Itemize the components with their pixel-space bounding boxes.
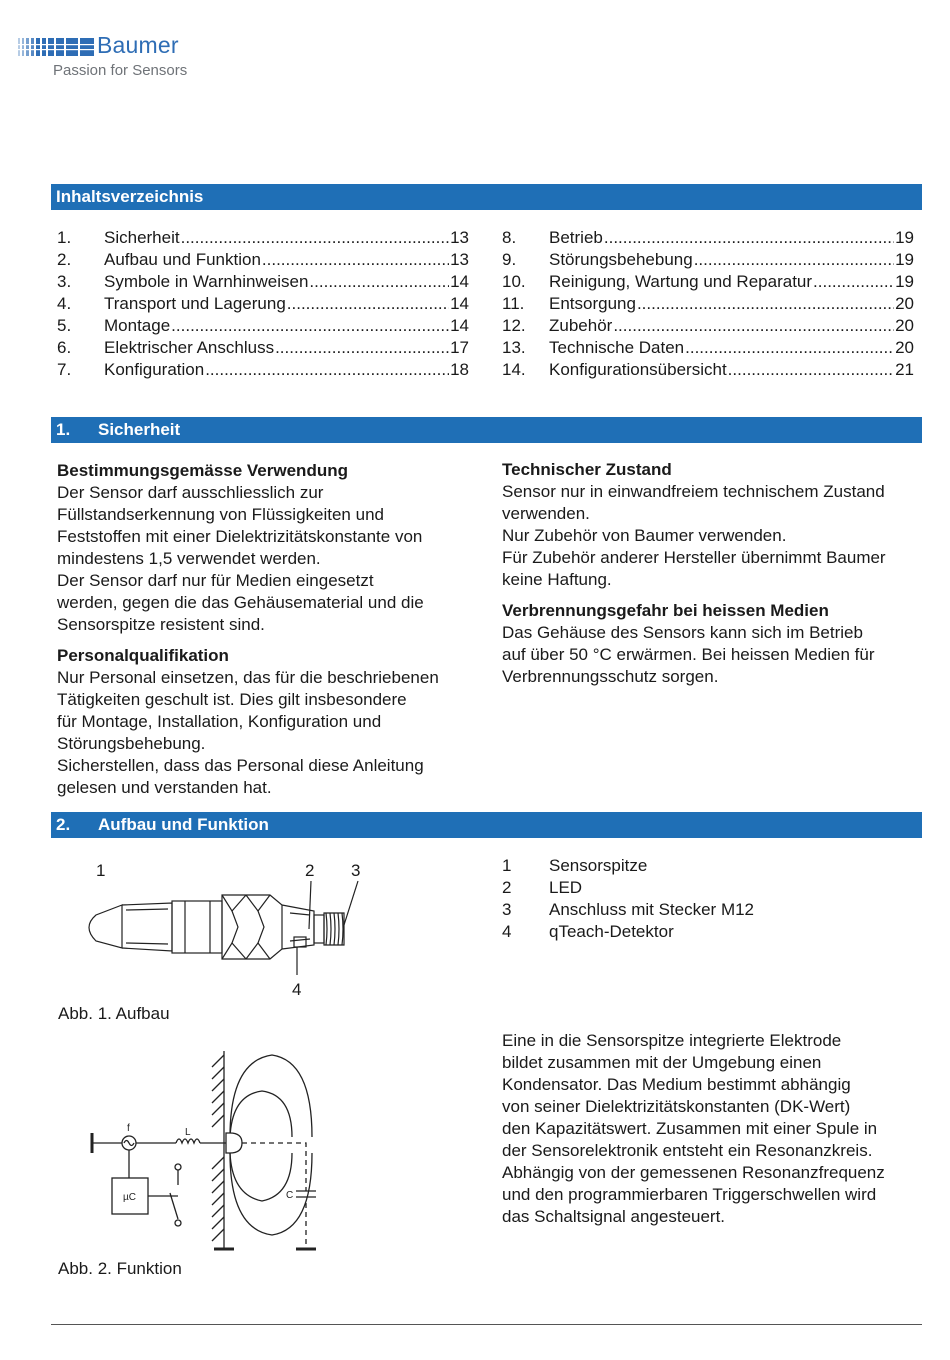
toc-page: 13	[450, 228, 469, 247]
toc-leader	[309, 271, 449, 293]
figure-1-caption: Abb. 1. Aufbau	[58, 1004, 170, 1023]
toc-page: 20	[895, 316, 914, 335]
toc-title: Betrieb	[549, 228, 603, 247]
toc-page: 19	[895, 272, 914, 291]
toc-entry[interactable]	[57, 337, 469, 359]
toc-entry[interactable]	[502, 315, 914, 337]
figure-1-label-1: 1	[96, 861, 106, 880]
legend-text: qTeach-Detektor	[549, 922, 674, 941]
toc-leader	[613, 315, 894, 337]
toc-title: Montage	[104, 316, 171, 335]
toc-entry[interactable]	[502, 337, 914, 359]
legend-text: Sensorspitze	[549, 856, 648, 875]
toc-entry[interactable]	[57, 293, 469, 315]
paragraph-line: mindestens 1,5 verwendet werden.	[57, 549, 321, 568]
paragraph-line: Nur Zubehör von Baumer verwenden.	[502, 526, 787, 545]
legend-text: Anschluss mit Stecker M12	[549, 900, 755, 919]
paragraph-line: Feststoffen mit einer Dielektrizitätskonstante von	[57, 527, 423, 546]
toc-title: Sicherheit	[104, 228, 180, 247]
toc-leader	[275, 337, 449, 359]
subheading-personnel: Personalqualifikation	[57, 646, 229, 665]
toc-num: 14.	[502, 360, 526, 379]
label-capacitor: C	[286, 1190, 294, 1201]
toc-num: 2.	[57, 250, 72, 269]
subheading-intended-use: Bestimmungsgemässe Verwendung	[57, 461, 348, 480]
toc-page: 14	[450, 294, 469, 313]
toc-page: 14	[450, 272, 469, 291]
paragraph-line: Kondensator. Das Medium bestimmt abhängig	[502, 1075, 851, 1094]
footer-divider	[51, 1324, 922, 1325]
section-2-number: 2.	[56, 815, 71, 834]
toc-entry[interactable]	[502, 249, 914, 271]
label-microcontroller: µC	[123, 1192, 136, 1203]
toc-num: 4.	[57, 294, 72, 313]
section-1-number: 1.	[56, 420, 71, 439]
paragraph-line: Sensorspitze resistent sind.	[57, 615, 265, 634]
toc-leader	[637, 293, 894, 315]
paragraph-line: Sicherstellen, dass das Personal diese Anleitung	[57, 756, 424, 775]
toc-num: 13.	[502, 338, 526, 357]
toc-leader	[181, 227, 449, 249]
toc-right	[502, 227, 914, 381]
paragraph-line: der Sensorelektronik entsteht ein Resonanzkreis.	[502, 1141, 873, 1160]
toc-entry[interactable]	[57, 359, 469, 381]
toc-page: 20	[895, 338, 914, 357]
toc-title: Symbole in Warnhinweisen	[104, 272, 309, 291]
toc-leader	[287, 293, 449, 315]
legend-item	[502, 855, 754, 877]
toc-num: 11.	[502, 294, 525, 313]
paragraph-line: das Schaltsignal angesteuert.	[502, 1207, 726, 1226]
paragraph-line: bildet zusammen mit der Umgebung einen	[502, 1053, 822, 1072]
paragraph-line: von seiner Dielektrizitätskonstanten (DK-Wert)	[502, 1097, 851, 1116]
toc-left	[57, 227, 469, 381]
paragraph-line: Eine in die Sensorspitze integrierte Elektrode	[502, 1031, 842, 1050]
toc-num: 12.	[502, 316, 526, 335]
toc-leader	[694, 249, 894, 271]
toc-page: 19	[895, 228, 914, 247]
section-2-heading-bar	[51, 812, 922, 838]
paragraph-line: auf über 50 °C erwärmen. Bei heissen Medien für	[502, 645, 875, 664]
toc-heading: Inhaltsverzeichnis	[56, 187, 204, 206]
paragraph-line: den Kapazitätswert. Zusammen mit einer Spule in	[502, 1119, 878, 1138]
toc-leader	[171, 315, 449, 337]
legend-num: 3	[502, 900, 512, 919]
toc-title: Zubehör	[549, 316, 613, 335]
legend-num: 1	[502, 856, 512, 875]
figure-1-label-3: 3	[351, 861, 361, 880]
paragraph-line: Tätigkeiten geschult ist. Dies gilt insbesondere	[57, 690, 407, 709]
toc-title: Konfigurationsübersicht	[549, 360, 727, 379]
label-frequency: f	[127, 1123, 130, 1134]
toc-page: 20	[895, 294, 914, 313]
toc-num: 7.	[57, 360, 72, 379]
section-2-title: Aufbau und Funktion	[98, 815, 269, 834]
toc-title: Technische Daten	[549, 338, 685, 357]
toc-leader	[813, 271, 894, 293]
paragraph-line: Nur Personal einsetzen, das für die beschriebenen	[57, 668, 439, 687]
paragraph-line: für Montage, Installation, Konfiguration und	[57, 712, 382, 731]
toc-page: 13	[450, 250, 469, 269]
toc-entry[interactable]	[57, 227, 469, 249]
sensor-structure-figure	[60, 855, 390, 1005]
paragraph-line: Für Zubehör anderer Hersteller übernimmt Baumer	[502, 548, 886, 567]
paragraph-line: Das Gehäuse des Sensors kann sich im Betrieb	[502, 623, 863, 642]
toc-title: Konfiguration	[104, 360, 205, 379]
paragraph-line: keine Haftung.	[502, 570, 612, 589]
legend-item	[502, 921, 754, 943]
toc-page: 19	[895, 250, 914, 269]
legend-text: LED	[549, 878, 583, 897]
legend-item	[502, 899, 754, 921]
section-1-title: Sicherheit	[98, 420, 181, 439]
section-1-left	[57, 460, 469, 799]
figure-1-label-2: 2	[305, 861, 315, 880]
function-schematic-figure	[80, 1045, 340, 1255]
legend-item	[502, 877, 754, 899]
toc-num: 1.	[57, 228, 72, 247]
toc-leader	[205, 359, 449, 381]
toc-title: Aufbau und Funktion	[104, 250, 261, 269]
paragraph-line: Abhängig von der gemessenen Resonanzfrequenz	[502, 1163, 885, 1182]
toc-entry[interactable]	[57, 271, 469, 293]
toc-page: 14	[450, 316, 469, 335]
toc-entry[interactable]	[57, 315, 469, 337]
toc-entry[interactable]	[502, 359, 914, 381]
paragraph-line: Verbrennungsschutz sorgen.	[502, 667, 719, 686]
toc-leader	[685, 337, 894, 359]
toc-leader	[604, 227, 894, 249]
brand-tagline: Passion for Sensors	[53, 62, 188, 79]
toc-title: Elektrischer Anschluss	[104, 338, 275, 357]
toc-leader	[728, 359, 894, 381]
paragraph-line: Der Sensor darf ausschliesslich zur	[57, 483, 324, 502]
paragraph-line: Der Sensor darf nur für Medien eingesetzt	[57, 571, 374, 590]
subheading-burn-hazard: Verbrennungsgefahr bei heissen Medien	[502, 601, 829, 620]
paragraph-line: Störungsbehebung.	[57, 734, 206, 753]
figure-2-caption: Abb. 2. Funktion	[58, 1259, 182, 1278]
toc-num: 6.	[57, 338, 72, 357]
toc-leader	[262, 249, 449, 271]
toc-num: 9.	[502, 250, 517, 269]
toc-entry[interactable]	[502, 271, 914, 293]
legend-num: 4	[502, 922, 512, 941]
toc-num: 8.	[502, 228, 517, 247]
label-inductor: L	[185, 1127, 191, 1138]
toc-num: 5.	[57, 316, 72, 335]
paragraph-line: verwenden.	[502, 504, 590, 523]
legend-num: 2	[502, 878, 512, 897]
brand-name: Baumer	[97, 32, 179, 58]
toc-entry[interactable]	[502, 293, 914, 315]
toc-title: Transport und Lagerung	[104, 294, 286, 313]
toc-heading-bar	[51, 184, 922, 210]
toc-num: 3.	[57, 272, 72, 291]
toc-title: Störungsbehebung	[549, 250, 693, 269]
toc-title: Entsorgung	[549, 294, 636, 313]
toc-title: Reinigung, Wartung und Reparatur	[549, 272, 813, 291]
subheading-technical-condition: Technischer Zustand	[502, 460, 672, 479]
figure-1-legend	[502, 855, 754, 943]
paragraph-line: werden, gegen die das Gehäusematerial und die	[57, 593, 424, 612]
toc-entry[interactable]	[57, 249, 469, 271]
toc-page: 17	[450, 338, 469, 357]
figure-1-label-4: 4	[292, 980, 302, 999]
section-1-heading-bar	[51, 417, 922, 443]
toc-num: 10.	[502, 272, 526, 291]
function-description	[502, 1030, 914, 1228]
paragraph-line: Füllstandserkennung von Flüssigkeiten und	[57, 505, 384, 524]
section-1-right	[502, 459, 914, 688]
paragraph-line: gelesen und verstanden hat.	[57, 778, 272, 797]
paragraph-line: und den programmierbaren Triggerschwellen wird	[502, 1185, 877, 1204]
toc-entry[interactable]	[502, 227, 914, 249]
toc-page: 18	[450, 360, 469, 379]
paragraph-line: Sensor nur in einwandfreiem technischem Zustand	[502, 482, 885, 501]
toc-page: 21	[895, 360, 914, 379]
